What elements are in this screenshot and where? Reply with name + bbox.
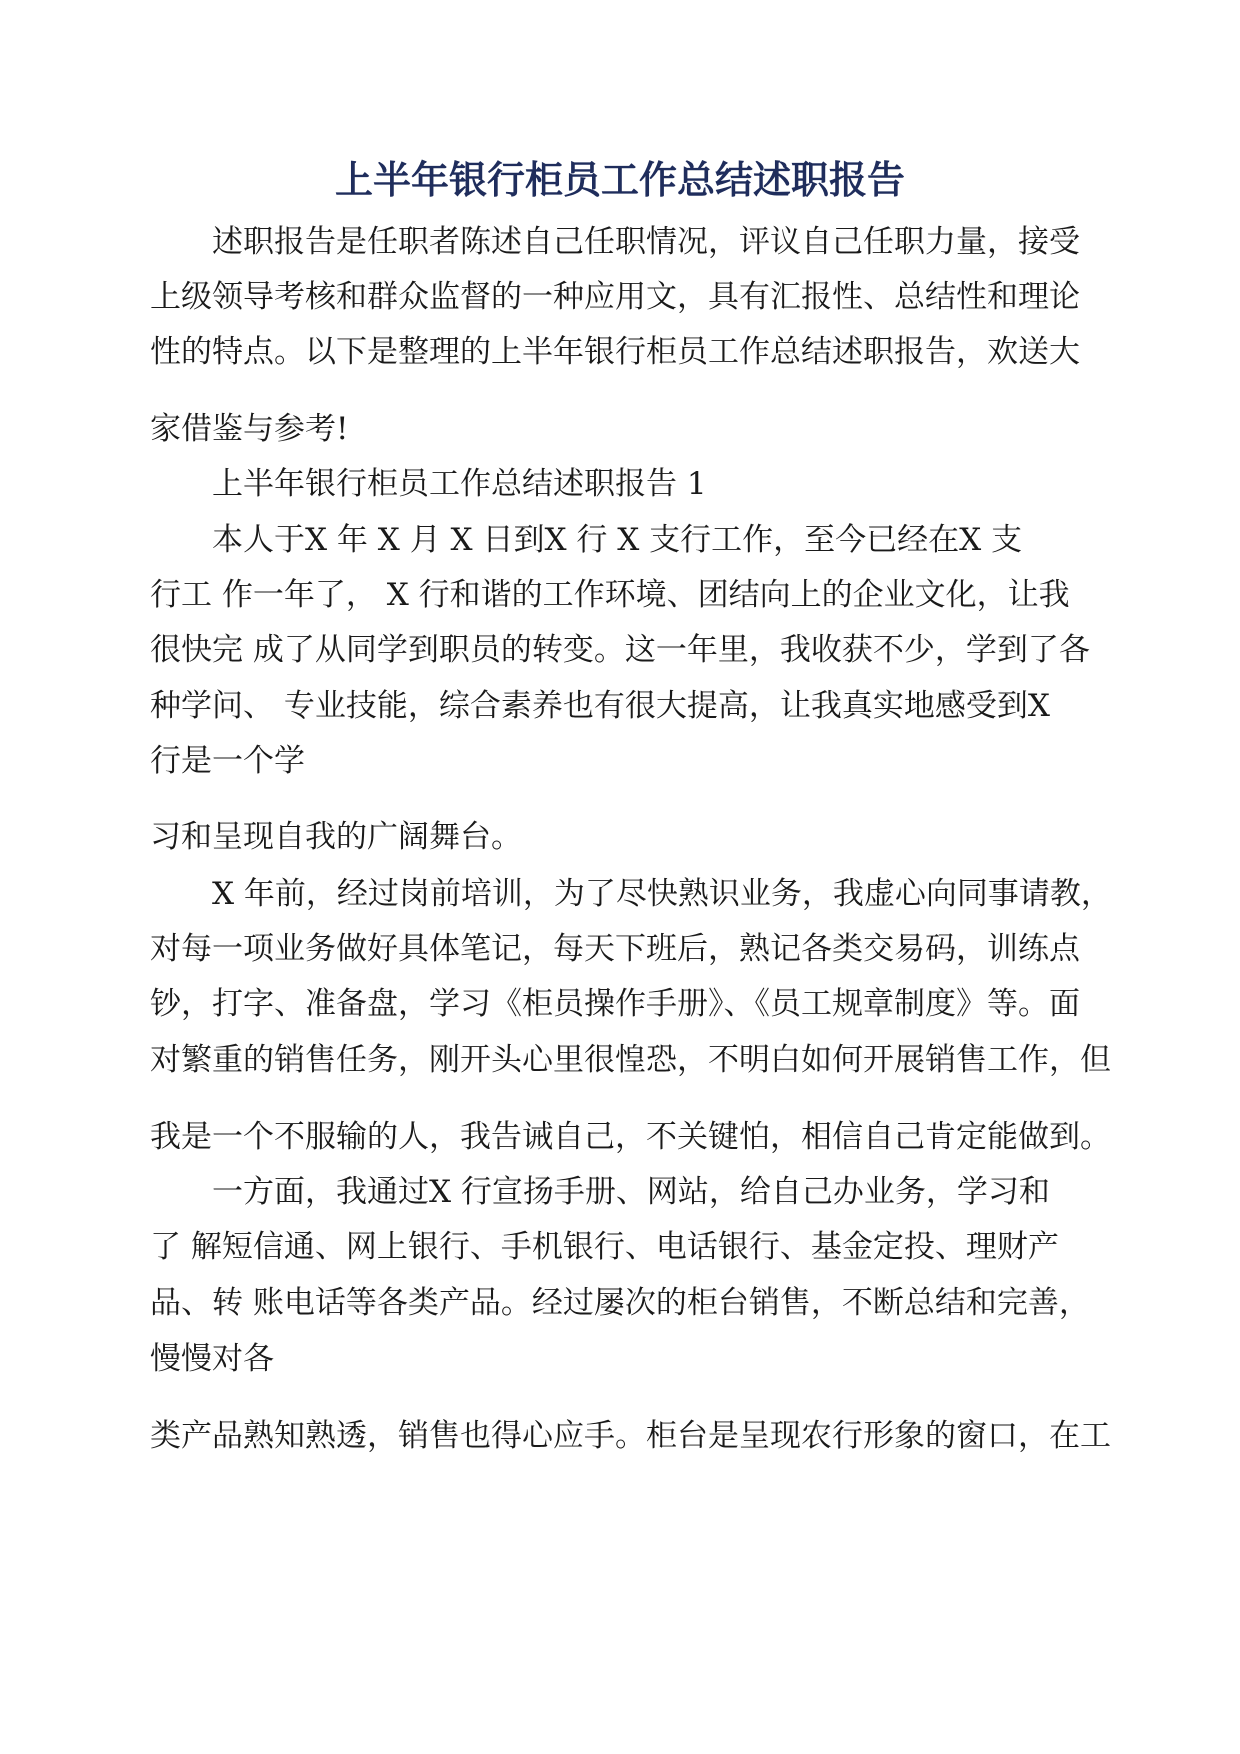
- text-line-8: 很快完 成了从同学到职员的转变。这一年里，我收获不少，学到了各: [150, 632, 1090, 668]
- text-line-1: 述职报告是任职者陈述自己任职情况，评议自己任职力量，接受: [150, 224, 1080, 260]
- text-line-20: 慢慢对各: [150, 1341, 274, 1377]
- text-line-17: 一方面，我通过X 行宣扬手册、网站，给自己办业务，学习和: [150, 1174, 1050, 1210]
- text-line-14: 钞，打字、准备盘，学习《柜员操作手册》、《员工规章制度》等。面: [150, 986, 1080, 1022]
- text-line-16: 我是一个不服输的人，我告诫自己，不关键怕，相信自己肯定能做到。: [150, 1119, 1111, 1155]
- text-line-13: 对每一项业务做好具体笔记，每天下班后，熟记各类交易码，训练点: [150, 931, 1080, 967]
- text-line-15: 对繁重的销售任务，刚开头心里很惶恐，不明白如何开展销售工作，但: [150, 1042, 1111, 1078]
- text-line-10: 行是一个学: [150, 743, 305, 779]
- text-line-6: 本人于X 年 X 月 X 日到X 行 X 支行工作，至今已经在X 支: [150, 522, 1023, 558]
- text-line-19: 品、转 账电话等各类产品。经过屡次的柜台销售，不断总结和完善，: [150, 1285, 1090, 1321]
- section-heading-1: 上半年银行柜员工作总结述职报告 1: [150, 466, 707, 502]
- text-line-3: 性的特点。以下是整理的上半年银行柜员工作总结述职报告，欢送大: [150, 334, 1080, 370]
- text-line-11: 习和呈现自我的广阔舞台。: [150, 819, 522, 855]
- text-line-7: 行工 作一年了， X 行和谐的工作环境、团结向上的企业文化，让我: [150, 577, 1070, 613]
- document-title: 上半年银行柜员工作总结述职报告: [334, 158, 905, 202]
- text-line-18: 了 解短信通、网上银行、手机银行、电话银行、基金定投、理财产: [150, 1229, 1059, 1265]
- text-line-21: 类产品熟知熟透，销售也得心应手。柜台是呈现农行形象的窗口，在工: [150, 1418, 1111, 1454]
- text-line-4: 家借鉴与参考!: [150, 411, 349, 447]
- text-line-9: 种学问、 专业技能，综合素养也有很大提高，让我真实地感受到X: [150, 688, 1050, 724]
- text-line-2: 上级领导考核和群众监督的一种应用文，具有汇报性、总结性和理论: [150, 279, 1080, 315]
- text-line-12: X 年前，经过岗前培训，为了尽快熟识业务，我虚心向同事请教，: [150, 876, 1112, 912]
